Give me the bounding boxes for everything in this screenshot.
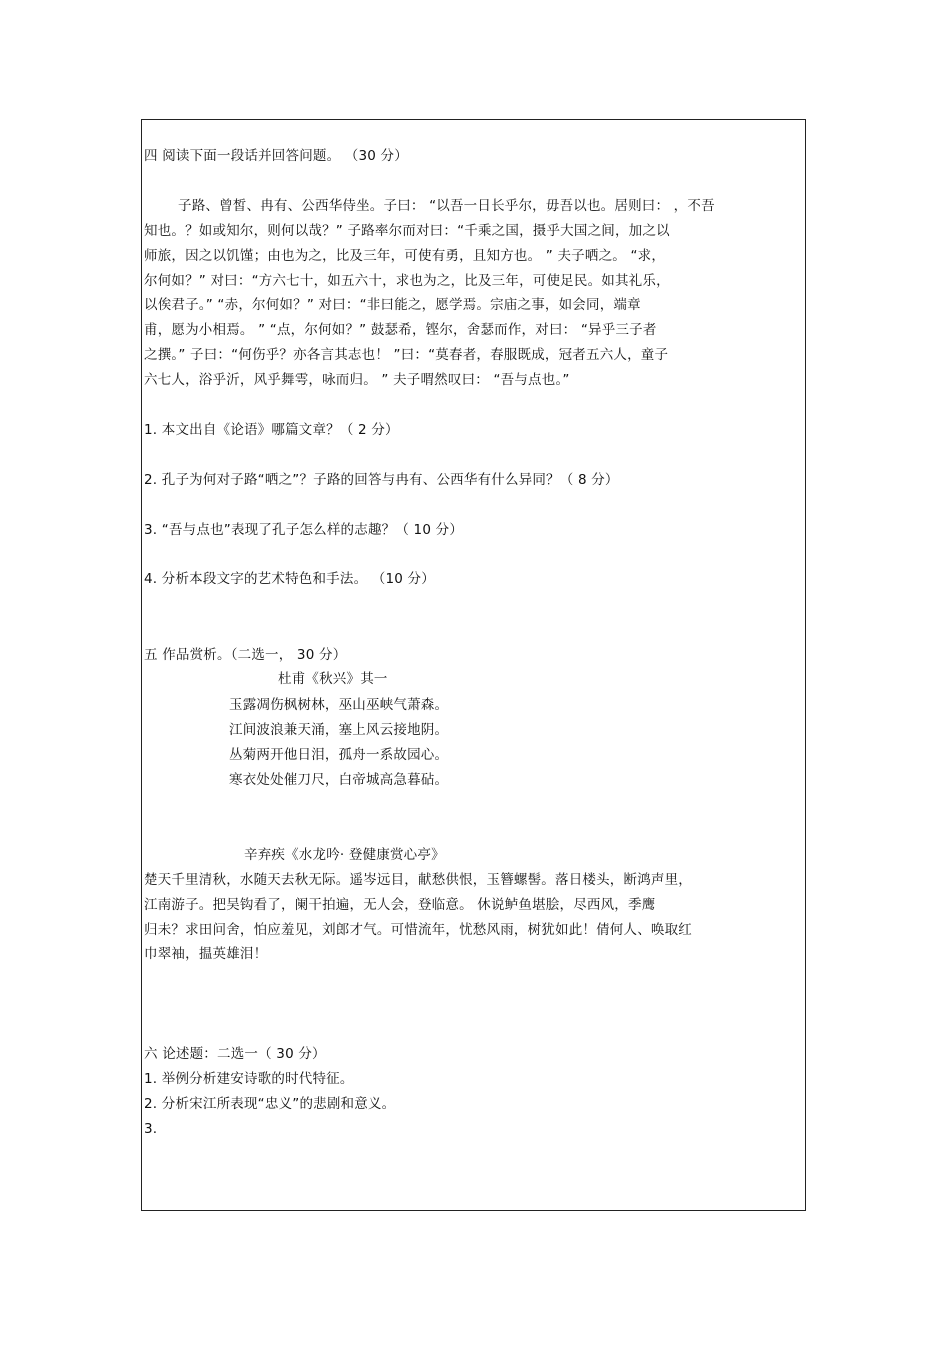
essay-item-2: 2. 分析宋江所表现“忠义”的悲剧和意义。 [144, 1096, 396, 1112]
essay-item-3: 3. [144, 1121, 158, 1137]
poem2-line: 归未？求田问舍，怕应羞见，刘郎才气。可惜流年，忧愁风雨，树犹如此！倩何人、唤取红 [144, 922, 692, 938]
passage-line: 师旅，因之以饥馑；由也为之，比及三年，可使有勇，且知方也。 ” 夫子哂之。 “求， [144, 248, 666, 264]
passage-line: 知也。？如或知尔，则何以哉？” 子路率尔而对曰：“千乘之国，摄乎大国之间，加之以 [144, 223, 670, 239]
passage-line: 之撰。” 子曰：“何伤乎？亦各言其志也！ ”曰：“莫春者，春服既成，冠者五六人，童子 [144, 347, 669, 363]
section5-heading: 五 作品赏析。（二选一， 30 分） [144, 647, 347, 663]
passage-line: 尔何如？” 对曰：“方六七十，如五六十，求也为之，比及三年，可使足民。如其礼乐， [144, 273, 670, 289]
poem1-line: 江间波浪兼天涌，塞上风云接地阴。 [229, 722, 449, 738]
question-1: 1. 本文出自《论语》哪篇文章？（ 2 分） [144, 422, 399, 438]
question-2: 2. 孔子为何对子路“哂之”？子路的回答与冉有、公西华有什么异同？（ 8 分） [144, 472, 619, 488]
question-4: 4. 分析本段文字的艺术特色和手法。 （10 分） [144, 571, 435, 587]
poem2-line: 江南游子。把吴钩看了，阑干拍遍，无人会，登临意。 休说鲈鱼堪脍，尽西风，季鹰 [144, 897, 656, 913]
question-3: 3. “吾与点也”表现了孔子怎么样的志趣？（ 10 分） [144, 522, 464, 538]
section6-heading: 六 论述题：二选一（ 30 分） [144, 1046, 326, 1062]
poem2-line: 楚天千里清秋，水随天去秋无际。遥岑远目，献愁供恨，玉簪螺髻。落日楼头，断鸿声里， [144, 872, 692, 888]
poem1-line: 玉露凋伤枫树林，巫山巫峡气萧森。 [229, 697, 449, 713]
passage-line: 六七人，浴乎沂，风乎舞雩，咏而归。 ” 夫子喟然叹曰： “吾与点也。” [144, 372, 570, 388]
essay-item-1: 1. 举例分析建安诗歌的时代特征。 [144, 1071, 354, 1087]
passage-line: 子路、曾皙、冉有、公西华侍坐。子曰： “以吾一日长乎尔，毋吾以也。居则曰： ，不吾 [178, 198, 715, 214]
passage-line: 以俟君子。” “赤，尔何如？” 对曰：“非曰能之，愿学焉。宗庙之事，如会同，端章 [144, 297, 641, 313]
section4-heading: 四 阅读下面一段话并回答问题。 （30 分） [144, 148, 408, 164]
poem1-title: 杜甫《秋兴》其一 [278, 671, 388, 687]
passage-line: 甫，愿为小相焉。 ” “点，尔何如？” 鼓瑟希，铿尔，舍瑟而作，对曰： “异乎三子者 [144, 322, 657, 338]
poem1-line: 寒衣处处催刀尺，白帝城高急暮砧。 [229, 772, 449, 788]
poem1-line: 丛菊两开他日泪，孤舟一系故园心。 [229, 747, 449, 763]
poem2-line: 巾翠袖，揾英雄泪！ [144, 946, 268, 962]
poem2-title: 辛弃疾《水龙吟· 登健康赏心亭》 [244, 847, 445, 863]
